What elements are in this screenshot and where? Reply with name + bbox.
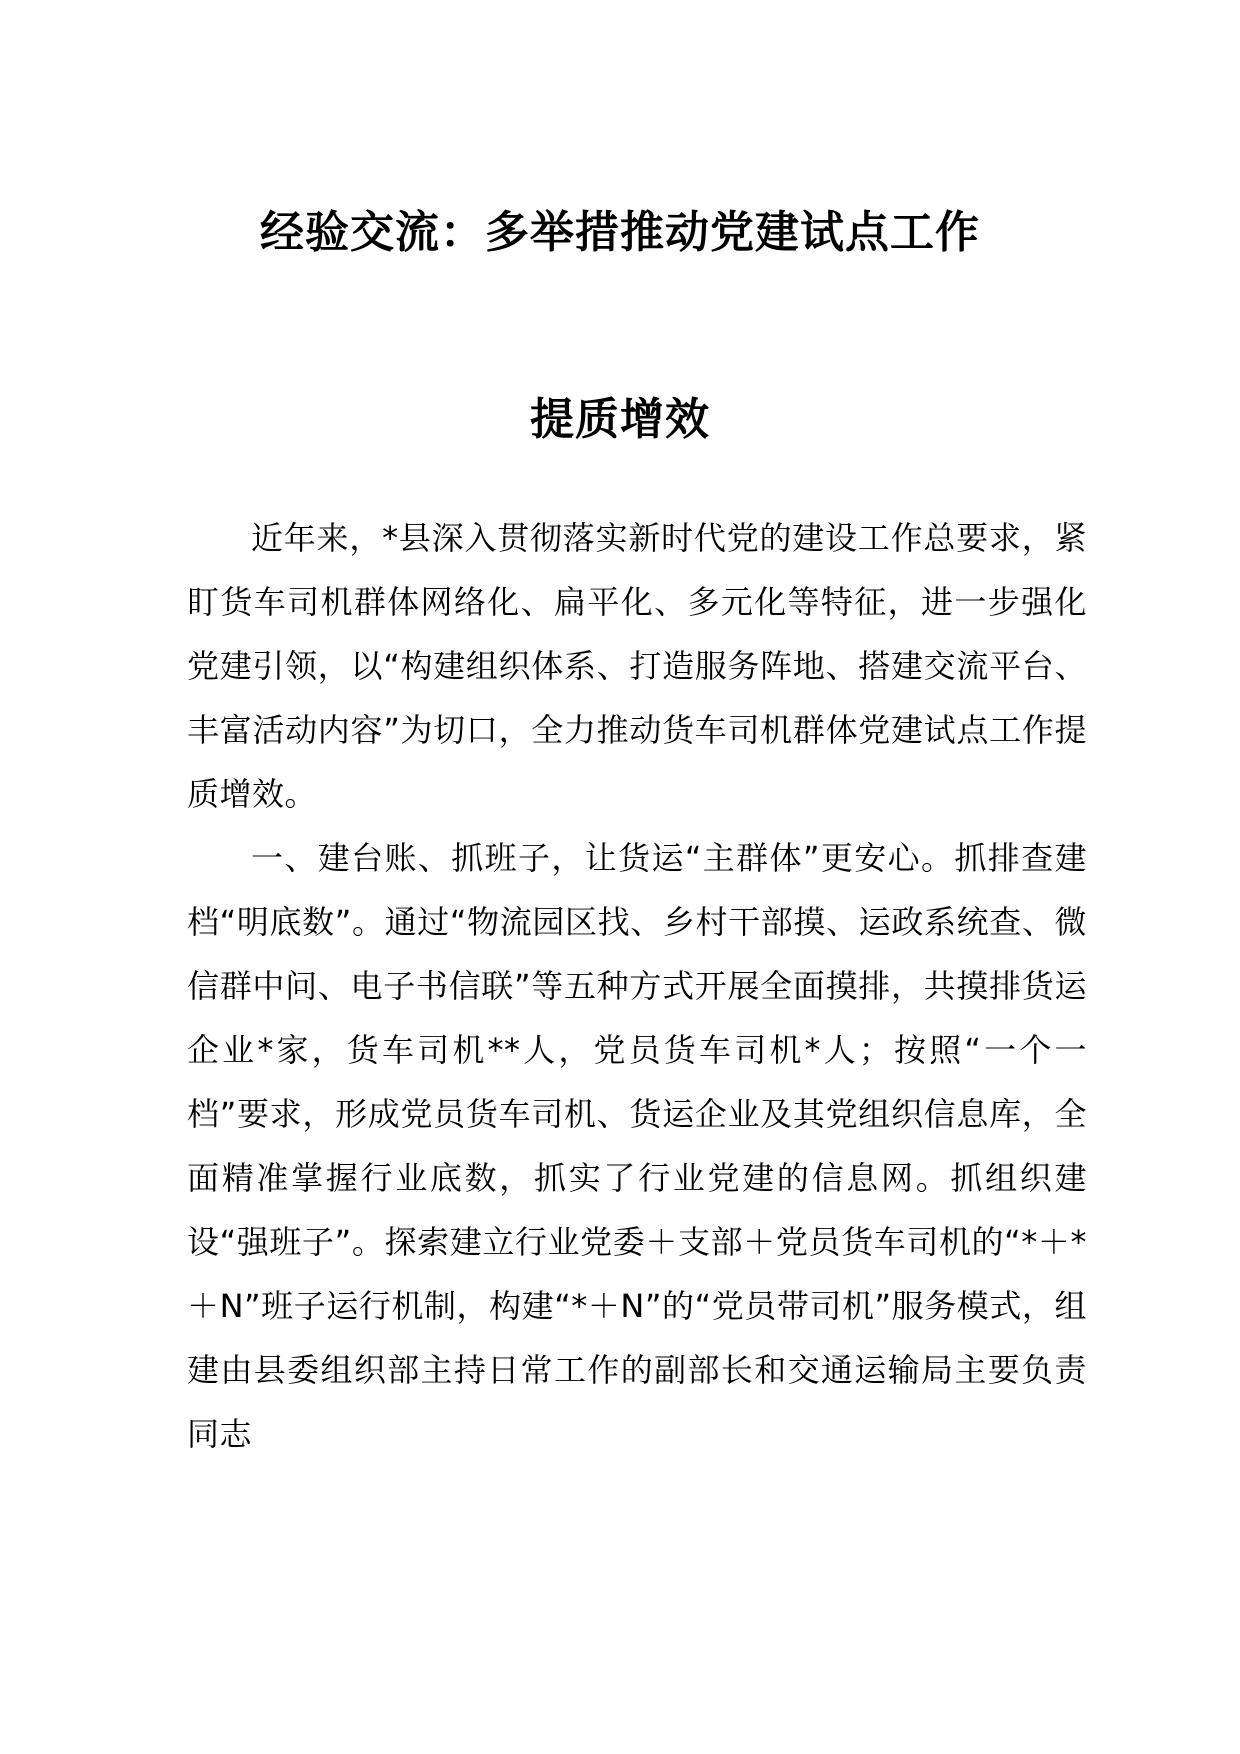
intro-paragraph: 近年来，*县深入贯彻落实新时代党的建设工作总要求，紧盯货车司机群体网络化、扁平化、多元化等特征，进一步强化党建引领，以“构建组织体系、打造服务阵地、搭建交流平台、丰富活动内容”为切口，全力推动货车司机群体党建试点工作提质增效。 (187, 519, 1087, 813)
document-title-line-2: 提质增效 (530, 394, 710, 445)
section-one-paragraph: 一、建台账、抓班子，让货运“主群体”更安心。抓排查建档“明底数”。通过“物流园区找、乡村干部摸、运政系统查、微信群中问、电子书信联”等五种方式开展全面摸排，共摸排货运企业*家，货车司机**人，党员货车司机*人；按照“一个一档”要求，形成党员货车司机、货运企业及其党组织信息库，全面精准掌握行业底数，抓实了行业党建的信息网。抓组织建设“强班子”。探索建立行业党委＋支部＋党员货车司机的“*＋*＋N”班子运行机制，构建“*＋N”的“党员带司机”服务模式，组建由县委组织部主持日常工作的副部长和交通运输局主要负责同志 (187, 839, 1087, 1453)
document-title-line-1: 经验交流：多举措推动党建试点工作 (260, 207, 980, 258)
document-body (187, 506, 1087, 1466)
